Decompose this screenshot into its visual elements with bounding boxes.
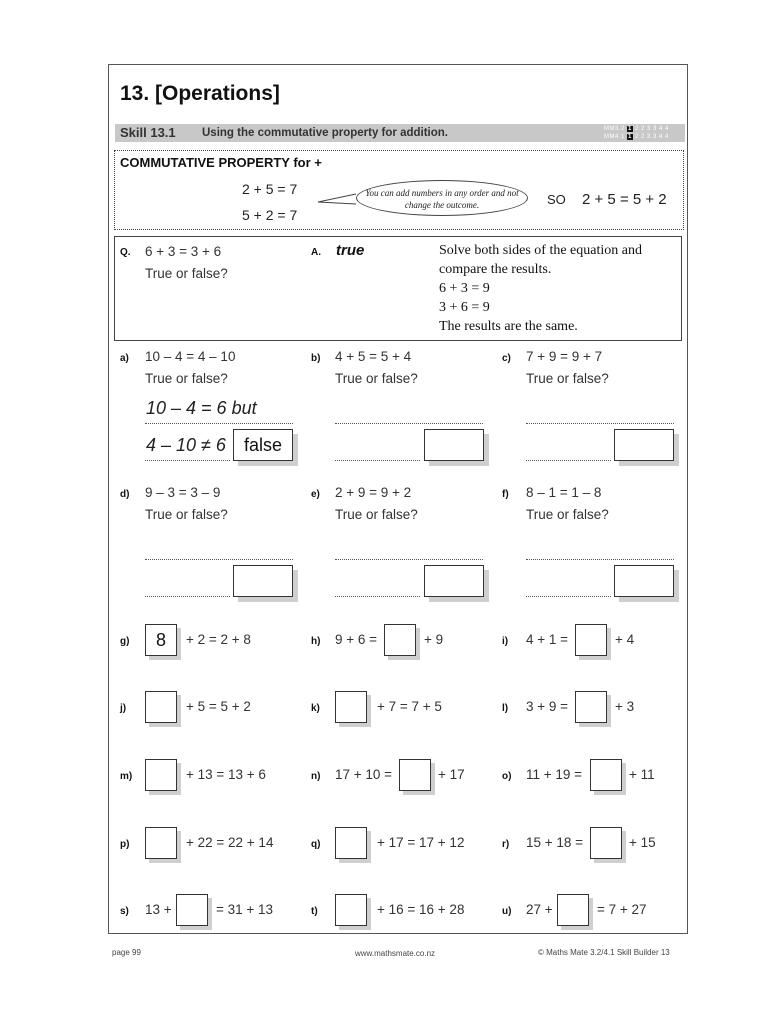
question-a-equation: 10 – 4 = 4 – 10 <box>145 349 236 364</box>
question-o-after: + 11 <box>629 767 655 782</box>
question-s-after: = 31 + 13 <box>216 902 274 917</box>
speech-bubble-tail-icon <box>316 190 360 210</box>
skill-description: Using the commutative property for addition. <box>202 127 448 139</box>
speech-bubble-text: You can add numbers in any order and not change the outcome. <box>365 188 519 210</box>
question-l-after: + 3 <box>615 699 635 714</box>
question-j-answer-box[interactable] <box>145 691 177 723</box>
skill-label: Skill 13.1 <box>120 125 176 140</box>
question-u-answer-box[interactable] <box>557 894 589 926</box>
question-n-after: + 17 <box>438 767 465 782</box>
answer-line <box>145 423 293 424</box>
question-m-equation: + 13 = 13 + 6 <box>186 767 266 782</box>
question-t-label: t) <box>311 906 318 917</box>
example-line-2: compare the results. <box>439 262 552 277</box>
question-u-after: = 7 + 27 <box>597 902 647 917</box>
question-i-answer-box[interactable] <box>575 624 607 656</box>
page-number: page 99 <box>112 948 141 957</box>
answer-line <box>335 460 420 461</box>
mm-reference-2: MM4.1 1 2 2 3 3 4 4 <box>604 134 669 140</box>
commutative-result: 2 + 5 = 5 + 2 <box>582 191 667 208</box>
question-a-working-1: 10 – 4 = 6 but <box>146 398 257 418</box>
question-q-label: q) <box>311 839 321 850</box>
question-d-prompt: True or false? <box>145 507 228 522</box>
question-u-before: 27 + <box>526 902 553 917</box>
question-f-answer-box[interactable] <box>614 565 674 597</box>
question-i-after: + 4 <box>615 632 635 647</box>
question-d-label: d) <box>120 489 130 500</box>
example-line-5: The results are the same. <box>439 319 578 334</box>
question-g-answer-box[interactable]: 8 <box>145 624 177 656</box>
answer-line <box>335 596 420 597</box>
question-o-answer-box[interactable] <box>590 759 622 791</box>
commutative-eq2: 5 + 2 = 7 <box>242 207 298 223</box>
question-r-after: + 15 <box>629 835 656 850</box>
question-k-answer-box[interactable] <box>335 691 367 723</box>
answer-line <box>335 423 483 424</box>
question-e-equation: 2 + 9 = 9 + 2 <box>335 485 412 500</box>
question-b-equation: 4 + 5 = 5 + 4 <box>335 349 412 364</box>
example-line-4: 3 + 6 = 9 <box>439 300 490 315</box>
answer-line <box>526 559 674 560</box>
example-prompt: True or false? <box>145 266 228 281</box>
question-b-label: b) <box>311 353 321 364</box>
question-n-before: 17 + 10 = <box>335 767 393 782</box>
question-s-before: 13 + <box>145 902 172 917</box>
question-e-answer-box[interactable] <box>424 565 484 597</box>
question-b-prompt: True or false? <box>335 371 418 386</box>
question-f-label: f) <box>502 489 509 500</box>
question-l-before: 3 + 9 = <box>526 699 569 714</box>
question-i-before: 4 + 1 = <box>526 632 569 647</box>
question-f-equation: 8 – 1 = 1 – 8 <box>526 485 602 500</box>
question-d-answer-box[interactable] <box>233 565 293 597</box>
question-p-answer-box[interactable] <box>145 827 177 859</box>
question-i-label: i) <box>502 636 509 647</box>
example-answer: true <box>336 242 365 259</box>
question-s-label: s) <box>120 906 129 917</box>
question-j-equation: + 5 = 5 + 2 <box>186 699 251 714</box>
answer-line <box>145 559 293 560</box>
question-d-equation: 9 – 3 = 3 – 9 <box>145 485 221 500</box>
answer-line <box>145 596 230 597</box>
question-k-equation: + 7 = 7 + 5 <box>377 699 442 714</box>
question-t-equation: + 16 = 16 + 28 <box>377 902 465 917</box>
question-h-answer-box[interactable] <box>384 624 416 656</box>
question-q-equation: + 17 = 17 + 12 <box>377 835 465 850</box>
question-p-equation: + 22 = 22 + 14 <box>186 835 274 850</box>
mm-reference-1: MM3.2 1 2 2 3 3 4 4 <box>604 126 669 132</box>
question-e-prompt: True or false? <box>335 507 418 522</box>
example-line-1: Solve both sides of the equation and <box>439 243 642 258</box>
question-a-working-2: 4 – 10 ≠ 6 <box>146 435 226 455</box>
question-h-after: + 9 <box>424 632 444 647</box>
question-c-prompt: True or false? <box>526 371 609 386</box>
question-o-label: o) <box>502 771 512 782</box>
example-q-label: Q. <box>120 247 131 258</box>
question-m-answer-box[interactable] <box>145 759 177 791</box>
question-h-label: h) <box>311 636 321 647</box>
question-g-equation: + 2 = 2 + 8 <box>186 632 251 647</box>
question-c-equation: 7 + 9 = 9 + 7 <box>526 349 603 364</box>
question-u-label: u) <box>502 906 512 917</box>
commutative-eq1: 2 + 5 = 7 <box>242 181 298 197</box>
question-h-before: 9 + 6 = <box>335 632 378 647</box>
answer-line <box>526 423 674 424</box>
footer-url: www.mathsmate.co.nz <box>355 949 436 958</box>
example-a-label: A. <box>311 247 321 258</box>
question-a-answer-box[interactable]: false <box>233 429 293 461</box>
question-r-answer-box[interactable] <box>590 827 622 859</box>
question-c-answer-box[interactable] <box>614 429 674 461</box>
question-a-prompt: True or false? <box>145 371 228 386</box>
question-q-answer-box[interactable] <box>335 827 367 859</box>
question-n-label: n) <box>311 771 321 782</box>
answer-line <box>526 596 611 597</box>
question-r-before: 15 + 18 = <box>526 835 584 850</box>
question-n-answer-box[interactable] <box>399 759 431 791</box>
page-title: 13. [Operations] <box>120 82 280 105</box>
question-p-label: p) <box>120 839 130 850</box>
question-j-label: j) <box>120 703 127 714</box>
question-r-label: r) <box>502 839 510 850</box>
question-l-label: l) <box>502 703 509 714</box>
question-k-label: k) <box>311 703 320 714</box>
answer-line <box>335 559 483 560</box>
question-f-prompt: True or false? <box>526 507 609 522</box>
question-b-answer-box[interactable] <box>424 429 484 461</box>
example-question: 6 + 3 = 3 + 6 <box>145 244 222 259</box>
question-o-before: 11 + 19 = <box>526 767 583 782</box>
so-label: SO <box>547 192 566 207</box>
question-t-answer-box[interactable] <box>335 894 367 926</box>
question-s-answer-box[interactable] <box>176 894 208 926</box>
question-m-label: m) <box>120 771 133 782</box>
commutative-title: COMMUTATIVE PROPERTY for + <box>120 155 322 170</box>
example-line-3: 6 + 3 = 9 <box>439 281 490 296</box>
question-a-label: a) <box>120 353 129 364</box>
question-g-label: g) <box>120 636 130 647</box>
question-c-label: c) <box>502 353 511 364</box>
question-e-label: e) <box>311 489 320 500</box>
footer-copyright: © Maths Mate 3.2/4.1 Skill Builder 13 <box>538 948 670 957</box>
answer-line <box>145 460 230 461</box>
answer-line <box>526 460 611 461</box>
question-l-answer-box[interactable] <box>575 691 607 723</box>
